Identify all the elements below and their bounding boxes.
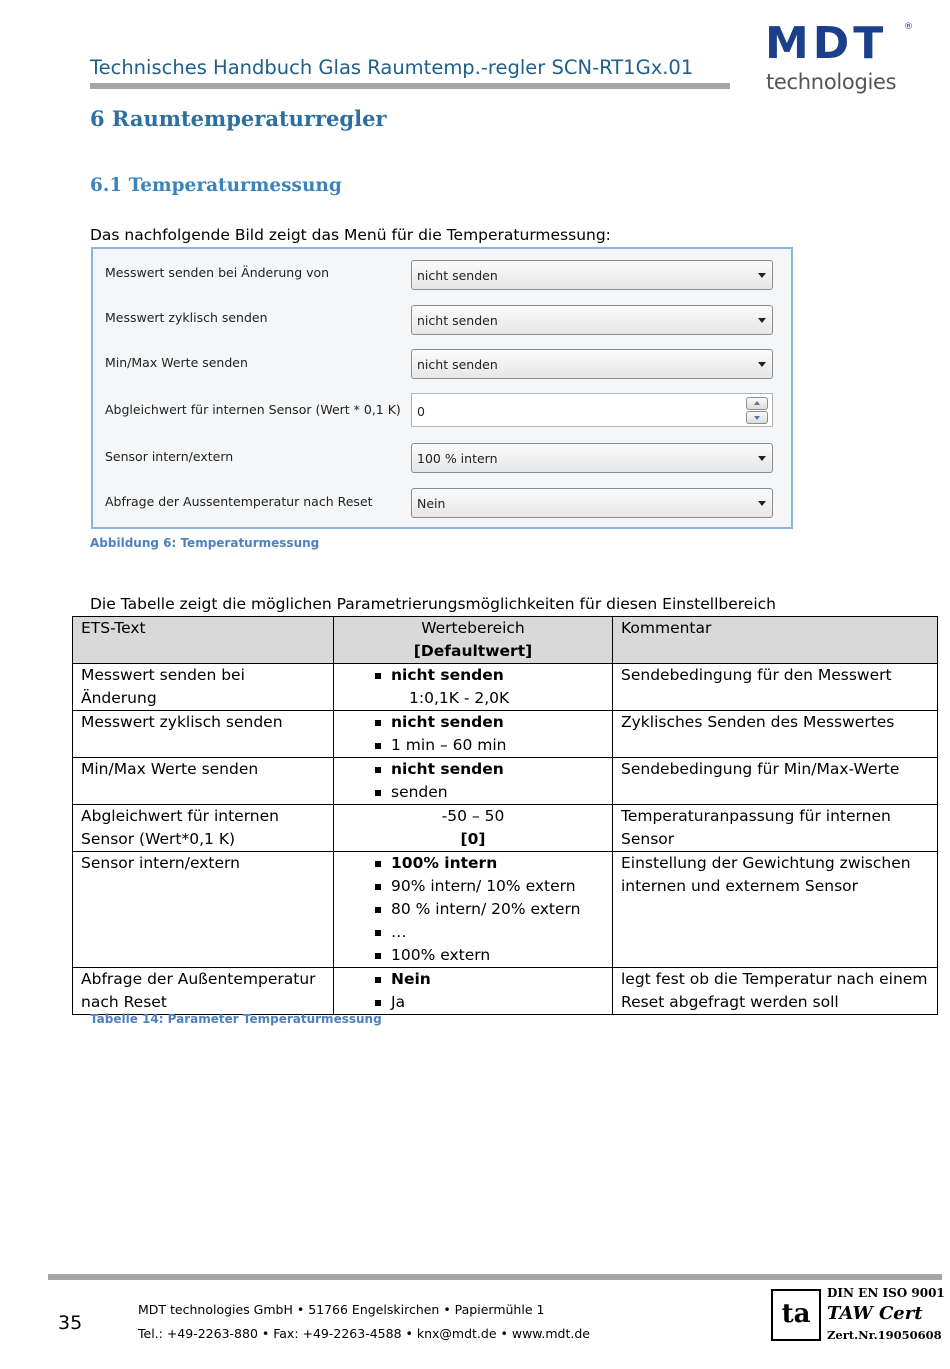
cert-standard: DIN EN ISO 9001: [827, 1286, 945, 1300]
cell-ets-text: Messwert zyklisch senden: [73, 711, 334, 758]
option: 80 % intern/ 20% extern: [375, 898, 604, 921]
cell-kommentar: Zyklisches Senden des Messwertes: [613, 711, 938, 758]
cert-name: TAW Cert: [827, 1303, 923, 1324]
taw-cert-icon: ta: [771, 1289, 821, 1341]
dropdown-value: nicht senden: [417, 268, 498, 283]
dropdown-value: 100 % intern: [417, 451, 498, 466]
option: 90% intern/ 10% extern: [375, 875, 604, 898]
table-header-row: [73, 617, 938, 664]
chevron-down-icon: [758, 456, 766, 461]
chevron-down-icon: [758, 362, 766, 367]
option-default: 100% intern: [375, 852, 604, 875]
header-defaultwert-label: [Defaultwert]: [413, 642, 533, 660]
option: 100% extern: [375, 944, 604, 967]
logo-subtitle: technologies: [766, 70, 897, 94]
dropdown-sensor[interactable]: [411, 443, 773, 473]
table-caption: Tabelle 14: Parameter Temperaturmessung: [90, 1012, 382, 1026]
param-label-minmax: Min/Max Werte senden: [105, 355, 248, 370]
spin-down-icon[interactable]: [746, 411, 768, 424]
param-label-messwert-zyklisch: Messwert zyklisch senden: [105, 310, 268, 325]
cell-wertebereich: [334, 852, 613, 968]
spinner-value: 0: [417, 404, 425, 419]
cell-ets-text: Abfrage der Außentemperatur nach Reset: [73, 968, 334, 1015]
cell-wertebereich: [334, 664, 613, 711]
chevron-down-icon: [758, 501, 766, 506]
default-value: [0]: [460, 830, 486, 848]
option-default: nicht senden: [375, 664, 604, 687]
figure-caption: Abbildung 6: Temperaturmessung: [90, 536, 320, 550]
cell-wertebereich: [334, 758, 613, 805]
cell-wertebereich: [334, 805, 613, 852]
chevron-down-icon: [758, 318, 766, 323]
header-wertebereich: [334, 617, 613, 664]
param-label-messwert-aenderung: Messwert senden bei Änderung von: [105, 265, 330, 280]
chevron-down-icon: [758, 273, 766, 278]
cell-ets-text: Messwert senden bei Änderung: [73, 664, 334, 711]
option-default: nicht senden: [375, 711, 604, 734]
section-heading: 6 Raumtemperaturregler: [90, 106, 387, 131]
value-range: -50 – 50: [441, 807, 505, 825]
option-default: nicht senden: [375, 758, 604, 781]
spinner-abgleichwert[interactable]: [411, 393, 773, 427]
cell-kommentar: Einstellung der Gewichtung zwischen internen und externem Sensor: [613, 852, 938, 968]
footer-divider: [48, 1274, 942, 1280]
param-label-aussentemperatur: Abfrage der Aussentemperatur nach Reset: [105, 494, 373, 509]
iso-certificate-badge: [771, 1286, 946, 1346]
option-default: Nein: [375, 968, 604, 991]
table-row: [73, 664, 938, 711]
page-number: 35: [58, 1312, 83, 1334]
table-row: [73, 711, 938, 758]
document-header-title: Technisches Handbuch Glas Raumtemp.-regler SCN-RT1Gx.01: [90, 56, 694, 79]
option: 1:0,1K - 2,0K: [409, 689, 510, 707]
param-label-abgleichwert: Abgleichwert für internen Sensor (Wert * 0,1 K): [105, 402, 401, 417]
cell-kommentar: legt fest ob die Temperatur nach einem Reset abgefragt werden soll: [613, 968, 938, 1015]
dropdown-messwert-aenderung[interactable]: [411, 260, 773, 290]
table-row: [73, 852, 938, 968]
table-row: [73, 758, 938, 805]
parameter-table: [72, 616, 938, 1015]
table-intro: Die Tabelle zeigt die möglichen Parametrierungsmöglichkeiten für diesen Einstellbereich: [90, 595, 776, 613]
cell-ets-text: Min/Max Werte senden: [73, 758, 334, 805]
dropdown-value: Nein: [417, 496, 446, 511]
logo-registered-mark: ®: [904, 22, 913, 32]
dropdown-value: nicht senden: [417, 357, 498, 372]
cell-wertebereich: [334, 968, 613, 1015]
footer-contact: Tel.: +49-2263-880 • Fax: +49-2263-4588 • knx@mdt.de • www.mdt.de: [138, 1326, 590, 1341]
cell-kommentar: Sendebedingung für den Messwert: [613, 664, 938, 711]
header-divider: [90, 83, 730, 89]
option: senden: [375, 781, 604, 804]
dropdown-messwert-zyklisch[interactable]: [411, 305, 773, 335]
intro-text: Das nachfolgende Bild zeigt das Menü für die Temperaturmessung:: [90, 226, 611, 244]
param-label-sensor: Sensor intern/extern: [105, 449, 234, 464]
subsection-heading: 6.1 Temperaturmessung: [90, 175, 342, 196]
parameter-panel: [91, 247, 793, 529]
cell-wertebereich: [334, 711, 613, 758]
option: 1 min – 60 min: [375, 734, 604, 757]
mdt-logo: [765, 20, 915, 96]
header-kommentar: Kommentar: [613, 617, 938, 664]
spin-up-icon[interactable]: [746, 397, 768, 410]
logo-wordmark: MDT: [765, 18, 888, 69]
cell-kommentar: Temperaturanpassung für internen Sensor: [613, 805, 938, 852]
cert-number: Zert.Nr.19050608: [827, 1328, 942, 1342]
footer-address: MDT technologies GmbH • 51766 Engelskirchen • Papiermühle 1: [138, 1302, 545, 1317]
table-row: [73, 805, 938, 852]
cell-ets-text: Abgleichwert für internen Sensor (Wert*0,1 K): [73, 805, 334, 852]
header-ets-text: ETS-Text: [73, 617, 334, 664]
option: Ja: [375, 991, 604, 1014]
option: …: [375, 921, 604, 944]
header-wertebereich-label: Wertebereich: [421, 619, 525, 637]
table-row: [73, 968, 938, 1015]
cell-ets-text: Sensor intern/extern: [73, 852, 334, 968]
dropdown-minmax[interactable]: [411, 349, 773, 379]
dropdown-aussentemperatur[interactable]: [411, 488, 773, 518]
dropdown-value: nicht senden: [417, 313, 498, 328]
cell-kommentar: Sendebedingung für Min/Max-Werte: [613, 758, 938, 805]
